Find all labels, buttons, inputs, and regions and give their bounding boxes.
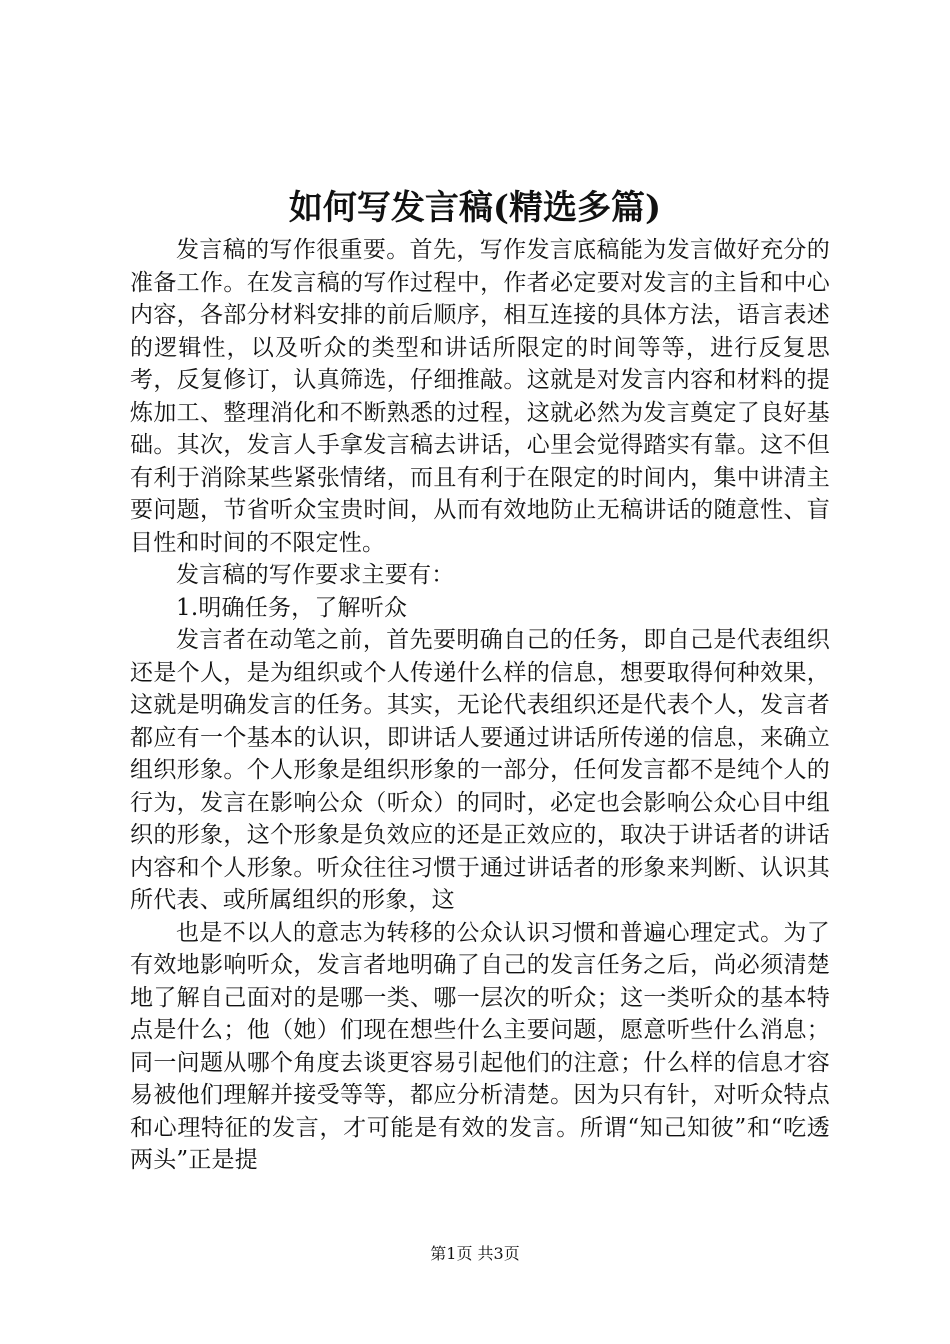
paragraph-section-1-body: 发言者在动笔之前，首先要明确自己的任务，即自己是代表组织还是个人，是为组织或个人传递什么样的信息，想要取得何种效果，这就是明确发言的任务。其实，无论代表组织还是代表个人，发言者都应有一个基本的认识，即讲话人要通过讲话所传递的信息，来确立组织形象。个人形象是组织形象的一部分，任何发言都不是纯个人的行为，发言在影响公众（听众）的同时，必定也会影响公众心目中组织的形象，这个形象是负效应的还是正效应的，取决于讲话者的讲话内容和个人形象。听众往往习惯于通过讲话者的形象来判断、认识其所代表、或所属组织的形象，这 <box>130 627 830 913</box>
paragraph-continuation: 也是不以人的意志为转移的公众认识习惯和普遍心理定式。为了有效地影响听众，发言者地明确了自己的发言任务之后，尚必须清楚地了解自己面对的是哪一类、哪一层次的听众；这一类听众的基本特点是什么；他（她）们现在想些什么主要问题，愿意听些什么消息；同一问题从哪个角度去谈更容易引起他们的注意；什么样的信息才容易被他们理解并接受等等，都应分析清楚。因为只有针，对听众特点和心理特征的发言，才可能是有效的发言。所谓“知己知彼”和“吃透两头”正是提 <box>130 919 830 1173</box>
page-footer: 第1页 共3页 <box>430 1244 520 1263</box>
document-title: 如何写发言稿(精选多篇) <box>288 188 662 228</box>
document-body <box>130 234 830 1177</box>
paragraph-section-1-heading: 1.明确任务，了解听众 <box>176 594 408 621</box>
paragraph-intro: 发言稿的写作很重要。首先，写作发言底稿能为发言做好充分的准备工作。在发言稿的写作过程中，作者必定要对发言的主旨和中心内容，各部分材料安排的前后顺序，相互连接的具体方法，语言表述的逻辑性，以及听众的类型和讲话所限定的时间等等，进行反复思考，反复修订，认真筛选，仔细推敲。这就是对发言内容和材料的提炼加工、整理消化和不断熟悉的过程，这就必然为发言奠定了良好基础。其次，发言人手拿发言稿去讲话，心里会觉得踏实有靠。这不但有利于消除某些紧张情绪，而且有利于在限定的时间内，集中讲清主要问题，节省听众宝贵时间，从而有效地防止无稿讲话的随意性、盲目性和时间的不限定性。 <box>130 237 830 556</box>
paragraph-requirements-heading: 发言稿的写作要求主要有： <box>176 562 455 588</box>
